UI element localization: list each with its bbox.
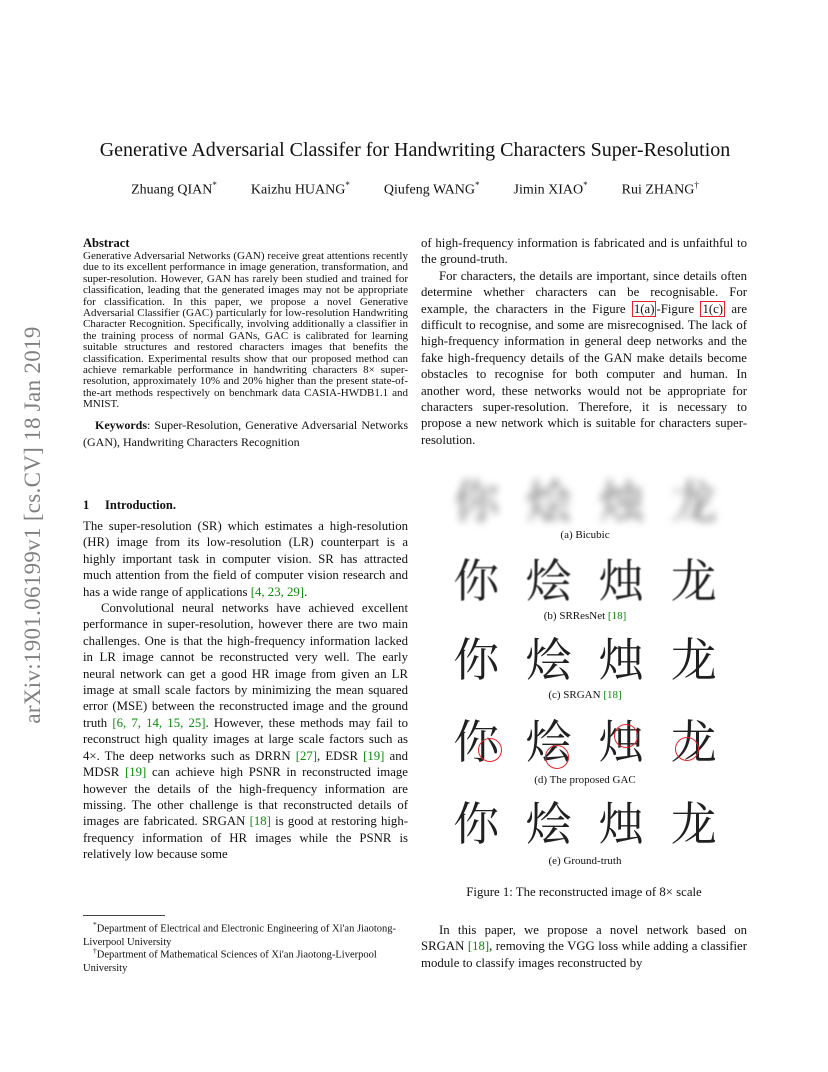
character-image: 你 [453, 715, 500, 769]
character-image: 你 [453, 633, 500, 687]
character-image: 烩 [525, 715, 572, 769]
paragraph-continued: of high-frequency information is fabricated and is unfaithful to the ground-truth. [421, 236, 747, 267]
abstract-section [83, 236, 408, 451]
introduction-section [83, 498, 408, 863]
figure-ref-link[interactable]: 1(a) [633, 301, 655, 316]
paragraph: For characters, the details are important, since details often determine whether characters can be recognisable. For example, the characters in the Figure 1(a) -Figure 1(c) are difficult to recognise, and some are misrecognised. The lack of high-frequency information in general deep networks and the fake high-frequency details of the GAN make details become obstacles to recognise for both computer and human. In another word, these networks would not be appropriate for characters super-resolution. Therefore, it is necessary to propose a new network which is suitable for characters super-resolution. [421, 268, 748, 447]
character-image: 龙 [670, 797, 717, 851]
character-image: 烛 [598, 715, 645, 769]
footnote: †Department of Mathematical Sciences of Xi'an Jiaotong-Liverpool University [83, 946, 377, 974]
citation-link[interactable]: 25] [183, 715, 206, 730]
citation-link[interactable]: [18] [603, 689, 622, 701]
subfigure-caption: (c) SRGAN [18] [548, 689, 622, 701]
author: Jimin XIAO* [513, 180, 588, 198]
character-image: 烛 [598, 475, 645, 529]
subfigure-caption: (a) Bicubic [560, 529, 610, 541]
figure-row-ground-truth [440, 790, 730, 852]
character-image: 龙 [670, 715, 717, 769]
citation-link[interactable]: 15, [162, 715, 184, 730]
figure-row-bicubic [440, 468, 730, 530]
author: Rui ZHANG† [621, 180, 699, 198]
highlight-circle [545, 745, 569, 769]
character-image: 龙 [670, 554, 717, 608]
character-image: 烛 [598, 797, 645, 851]
character-image: 龙 [670, 633, 717, 687]
character-image: 龙 [670, 475, 717, 529]
author: Kaizhu HUANG* [250, 180, 350, 198]
citation-link[interactable]: [19] [363, 748, 385, 763]
author: Qiufeng WANG* [383, 180, 480, 198]
paragraph: In this paper, we propose a novel network based on SRGAN [18], removing the VGG loss while adding a classifier module to classify images reconstructed by [421, 923, 747, 970]
character-image: 烩 [525, 797, 572, 851]
character-image: 烩 [525, 475, 572, 529]
author: Zhuang QIAN* [131, 180, 217, 198]
citation-link[interactable]: 23, [264, 584, 284, 599]
highlight-circle [614, 724, 638, 748]
citation-link[interactable]: [19] [124, 765, 147, 780]
character-image: 烛 [598, 633, 645, 687]
character-image: 你 [453, 475, 500, 529]
citation-link[interactable]: 14, [140, 715, 163, 730]
subfigure-caption: (b) SRResNet [18] [543, 610, 627, 622]
figure-ref-link[interactable]: 1(c) [702, 301, 724, 316]
character-image: 你 [453, 554, 500, 608]
citation-link[interactable]: 7, [126, 715, 141, 730]
citation-link[interactable]: 29] [283, 584, 305, 599]
intro-paragraph-2: Convolutional neural networks have achieved excellent performance in super-resolution, however there are two main challenges. One is that the high-frequency information lacked in LR image cannot be reconstructed very well. The early neural network can get a good HR image from given an LR image at small scale factors by minimizing the mean squared error (MSE) between the reconstructed image and the ground truth [6, 7, 14, 15, 25]. However, these methods may fail to reconstruct high quality images at large scale factors such as 4×. The deep networks such as DRRN [27], EDSR [19] and MDSR [19] can achieve high PSNR in reconstructed image however the details of the high-frequency information are missing. The other challenge is that reconstructed details of images are fabricated. SRGAN [18] is good at restoring high-frequency information of HR images while the PSNR is relatively low because some [83, 601, 409, 862]
highlight-circle [675, 737, 699, 761]
subfigure-caption: (d) The proposed GAC [534, 774, 636, 786]
citation-link[interactable]: [4, [250, 584, 265, 599]
citation-link[interactable]: [27] [295, 748, 318, 763]
abstract-heading: Abstract [83, 236, 130, 250]
citation-link[interactable]: [18] [607, 610, 627, 622]
footnote-rule [83, 915, 165, 916]
character-image: 烛 [598, 554, 645, 608]
character-image: 烩 [525, 633, 572, 687]
arxiv-identifier-text: arXiv:1901.06199v1 [cs.CV] 18 Jan 2019 [20, 326, 45, 724]
section-heading: 1 Introduction. [83, 498, 176, 512]
subfigure-caption: (e) Ground-truth [548, 855, 622, 867]
footnote: *Department of Electrical and Electronic Engineering of Xi'an Jiaotong-Liverpool University [83, 920, 397, 948]
character-image: 烩 [525, 554, 572, 608]
right-column-text-bottom [421, 922, 747, 971]
citation-link[interactable]: [6, [112, 715, 127, 730]
arxiv-identifier [8, 290, 58, 760]
figure-caption: Figure 1: The reconstructed image of 8× scale [466, 885, 702, 899]
highlight-circle [478, 738, 502, 762]
citation-link[interactable]: [18] [467, 939, 490, 954]
author-list [60, 180, 770, 199]
intro-paragraph-1: The super-resolution (SR) which estimates a high-resolution (HR) image from its low-resolution (LR) counterpart is a highly important task in computer vision. SR has attracted much attention from the field of computer vision research and has a wide range of applications [4, 23, 29]. [83, 519, 408, 599]
keywords: Keywords: Super-Resolution, Generative Adversarial Networks (GAN), Handwriting Characters Recognition [83, 417, 408, 449]
right-column-text [421, 235, 747, 448]
paper-title: Generative Adversarial Classifer for Handwriting Characters Super-Resolution [99, 139, 731, 161]
abstract-text: Generative Adversarial Networks (GAN) receive great attentions recently due to its excellent performance in image generation, transformation, and super-resolution. However, GAN has rarely been studied and trained for classification, leading that the generated images may not be appropriate for classification. In this paper, we propose a novel Generative Adversarial Classifier (GAC) particularly for low-resolution Handwriting Character Recognition. Specifically, involving additionally a classifier in the training process of normal GANs, GAC is calibrated for learning suitable structures and restored characters images that benefits the classification. Experimental results show that our proposed method can achieve remarkable performance in handwriting characters 8× super-resolution, approximately 10% and 20% higher than the present state-of-the-art methods respectively on benchmark data CASIA-HWDB1.1 and MNIST. [83, 250, 408, 411]
figure-row-srgan [440, 626, 730, 688]
figure-row-srresnet [440, 547, 730, 609]
citation-link[interactable]: [18] [249, 814, 271, 829]
character-image: 你 [453, 797, 500, 851]
